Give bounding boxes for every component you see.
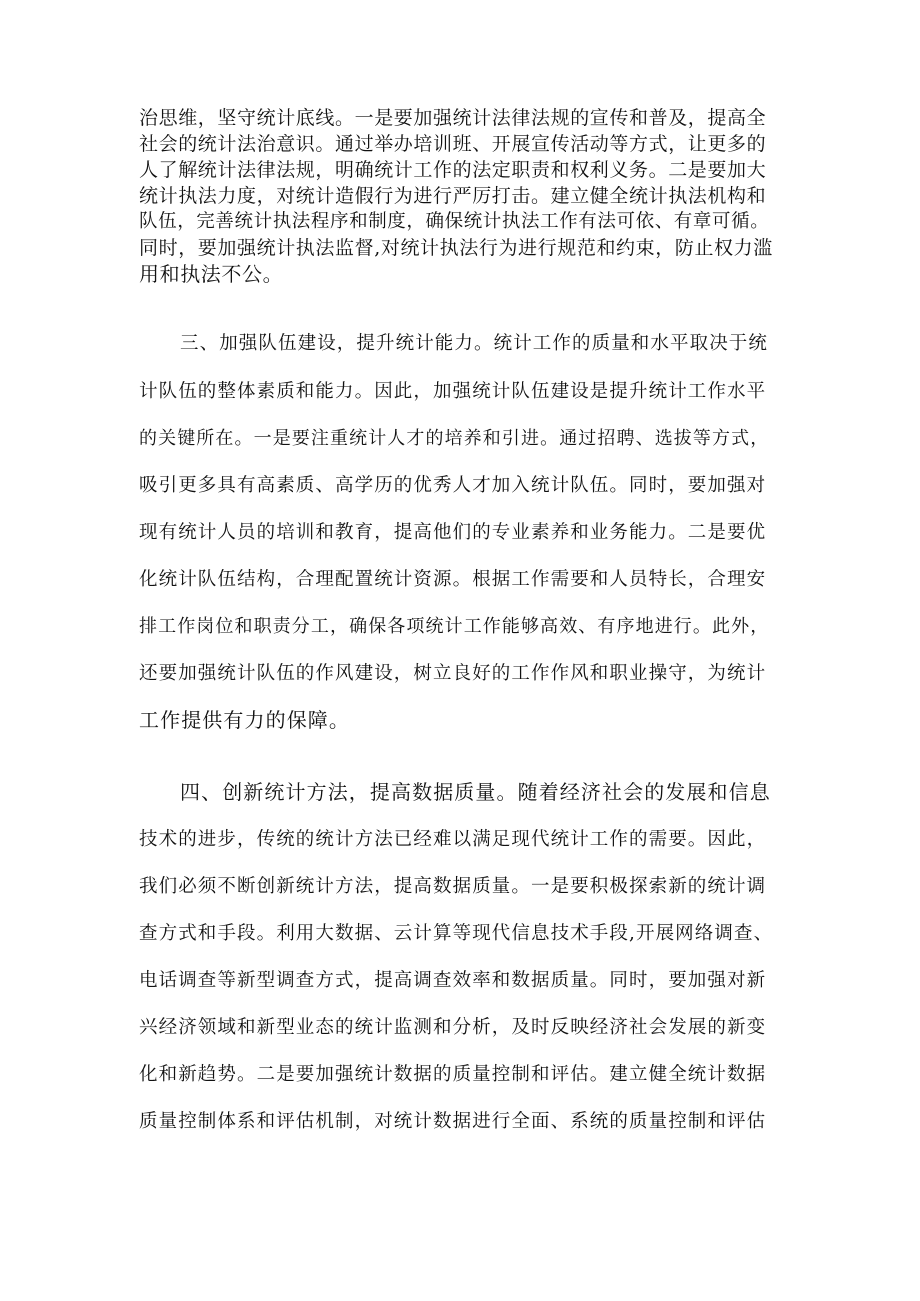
- text-line: 我们必须不断创新统计方法，提高数据质量。一是要积极探索新的统计调: [139, 876, 767, 897]
- text-line: 查方式和手段。利用大数据、云计算等现代信息技术手段,开展网络调查、: [139, 923, 774, 944]
- text-line: 统计执法力度，对统计造假行为进行严厉打击。建立健全统计执法机构和: [139, 185, 767, 207]
- text-line: 队伍，完善统计执法程序和制度，确保统计执法工作有法可依、有章可循。: [139, 211, 770, 232]
- text-line: 电话调查等新型调查方式，提高调查效率和数据质量。同时，要加强对新: [139, 970, 767, 991]
- text-line: 工作提供有力的保障。: [139, 708, 350, 732]
- text-line: 排工作岗位和职责分工，确保各项统计工作能够高效、有序地进行。此外，: [139, 616, 770, 637]
- text-line: 计队伍的整体素质和能力。因此，加强统计队伍建设是提升统计工作水平: [139, 381, 767, 402]
- text-line: 化和新趋势。二是要加强统计数据的质量控制和评估。建立健全统计数据: [139, 1064, 767, 1085]
- text-line: 技术的进步，传统的统计方法已经难以满足现代统计工作的需要。因此，: [139, 829, 767, 850]
- text-line: 社会的统计法治意识。通过举办培训班、开展宣传活动等方式，让更多的: [139, 133, 767, 155]
- text-line: 人了解统计法律法规，明确统计工作的法定职责和权利义务。二是要加大: [139, 159, 767, 181]
- text-line: 质量控制体系和评估机制，对统计数据进行全面、系统的质量控制和评估: [139, 1111, 767, 1132]
- text-line: 还要加强统计队伍的作风建设，树立良好的工作作风和职业操守，为统计: [139, 663, 767, 684]
- text-line: 兴经济领域和新型业态的统计监测和分析，及时反映经济社会发展的新变: [139, 1017, 767, 1038]
- text-line: 吸引更多具有高素质、高学历的优秀人才加入统计队伍。同时，要加强对: [139, 475, 767, 496]
- text-line: 同时，要加强统计执法监督,对统计执法行为进行规范和约束，防止权力滥: [139, 237, 773, 259]
- text-line: 四、创新统计方法，提高数据质量。随着经济社会的发展和信息: [180, 780, 771, 804]
- text-line: 化统计队伍结构，合理配置统计资源。根据工作需要和人员特长，合理安: [139, 569, 767, 590]
- text-line: 治思维，坚守统计底线。一是要加强统计法律法规的宣传和普及，提高全: [139, 107, 767, 129]
- text-line: 用和执法不公。: [139, 262, 284, 286]
- text-line: 的关键所在。一是要注重统计人才的培养和引进。通过招聘、选拔等方式，: [139, 428, 770, 449]
- text-line: 三、加强队伍建设，提升统计能力。统计工作的质量和水平取决于统: [180, 333, 769, 354]
- text-line: 现有统计人员的培训和教育，提高他们的专业素养和业务能力。二是要优: [139, 522, 767, 543]
